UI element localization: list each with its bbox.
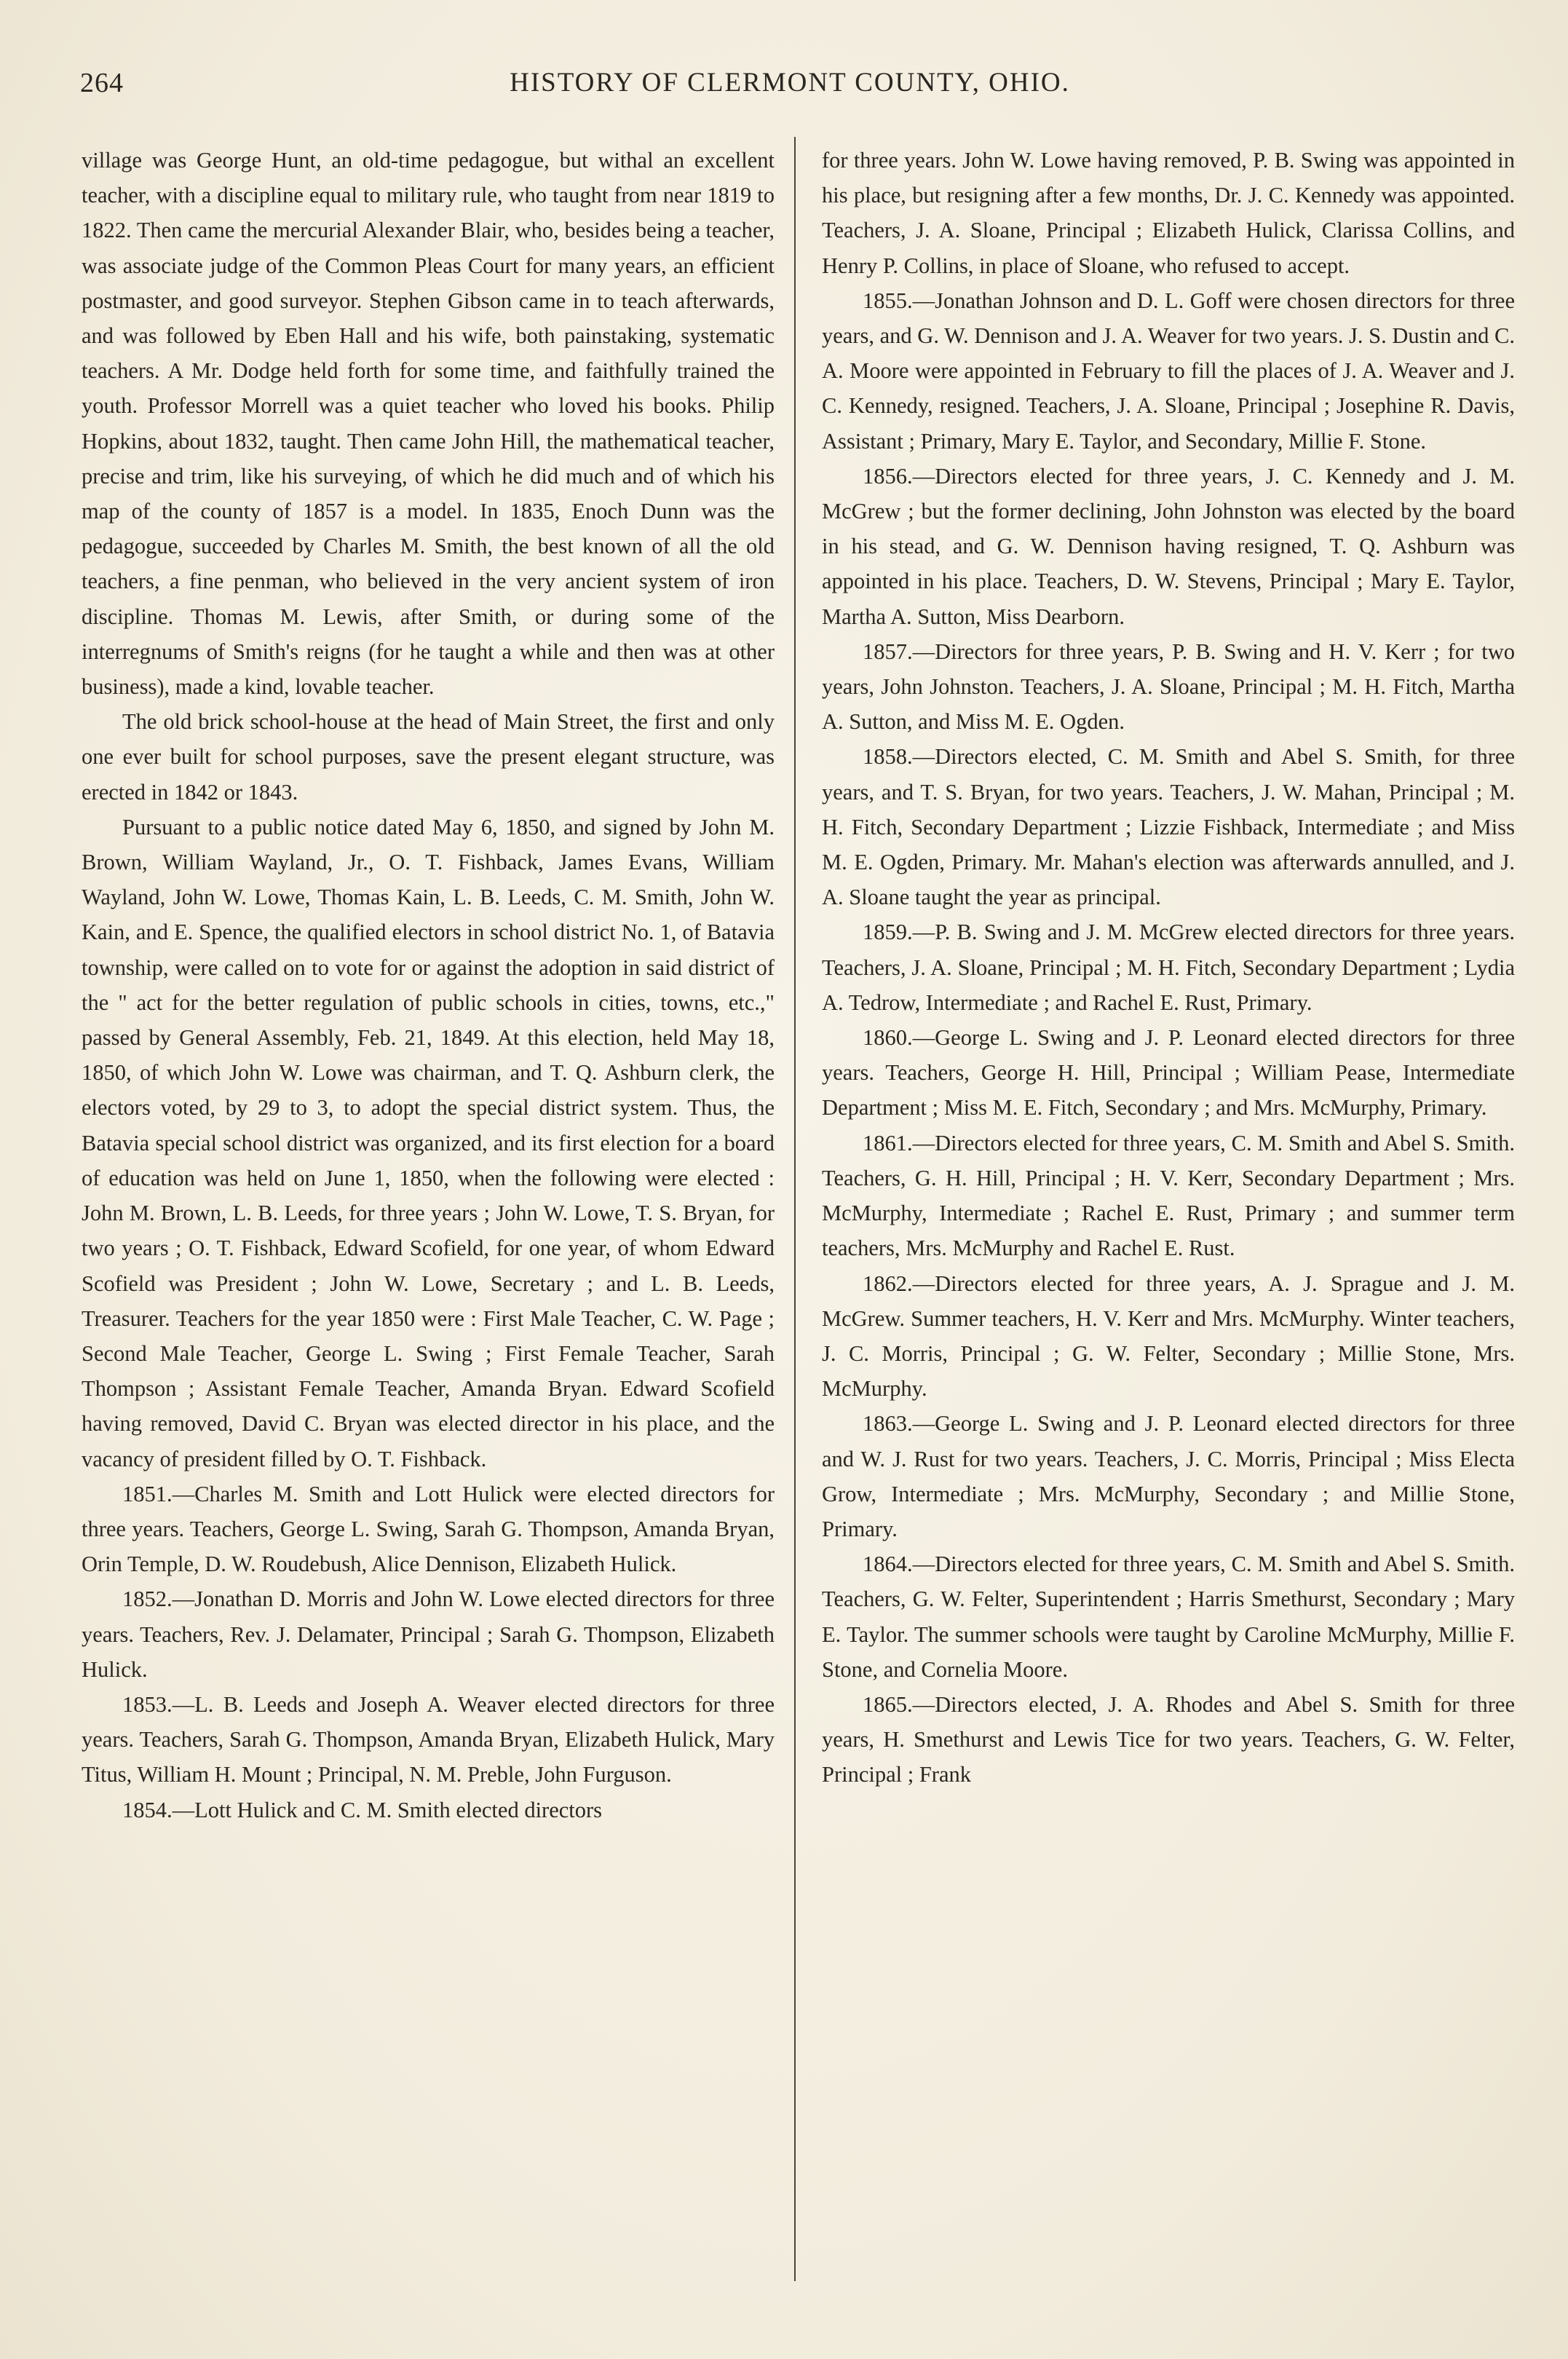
right-column xyxy=(822,143,1515,1793)
paragraph: village was George Hunt, an old-time pedagogue, but withal an excellent teacher, with a discipline equal to military rule, who taught from near 1819 to 1822. Then came the mercurial Alexander Blair, who, besides being a teacher, was associate judge of the Common Pleas Court for many years, an efficient postmaster, and good surveyor. Stephen Gibson came in to teach afterwards, and was followed by Eben Hall and his wife, both painstaking, systematic teachers. A Mr. Dodge held forth for some time, and faithfully trained the youth. Professor Morrell was a quiet teacher who loved his books. Philip Hopkins, about 1832, taught. Then came John Hill, the mathematical teacher, precise and trim, like his surveying, of which he did much and of which his map of the county of 1857 is a model. In 1835, Enoch Dunn was the pedagogue, succeeded by Charles M. Smith, the best known of all the old teachers, a fine penman, who believed in the very ancient system of iron discipline. Thomas M. Lewis, after Smith, or during some of the interregnums of Smith's reigns (for he taught a while and then was at other business), made a kind, lovable teacher. xyxy=(82,148,775,700)
paragraph: for three years. John W. Lowe having removed, P. B. Swing was appointed in his place, but resigning after a few months, Dr. J. C. Kennedy was appointed. Teachers, J. A. Sloane, Principal ; Elizabeth Hulick, Clarissa Collins, and Henry P. Collins, in place of Sloane, who refused to accept. xyxy=(822,148,1515,278)
paragraph: The old brick school-house at the head of Main Street, the first and only one ever built for school purposes, save the present elegant structure, was erected in 1842 or 1843. xyxy=(82,709,775,805)
paragraph: 1851.—Charles M. Smith and Lott Hulick were elected directors for three years. Teachers, George L. Swing, Sarah G. Thompson, Amanda Bryan, Orin Temple, D. W. Roudebush, Alice Dennison, Elizabeth Hulick. xyxy=(82,1481,775,1577)
paragraph: 1854.—Lott Hulick and C. M. Smith elected directors xyxy=(122,1797,603,1822)
paragraph: 1856.—Directors elected for three years, J. C. Kennedy and J. M. McGrew ; but the former declining, John Johnston was elected by the board in his stead, and G. W. Dennison having resigned, T. Q. Ashburn was appointed in his place. Teachers, D. W. Stevens, Principal ; Mary E. Taylor, Martha A. Sutton, Miss Dearborn. xyxy=(822,463,1515,629)
paragraph: 1862.—Directors elected for three years, A. J. Sprague and J. M. McGrew. Summer teachers, H. V. Kerr and Mrs. McMurphy. Winter teachers, J. C. Morris, Principal ; G. W. Felter, Secondary ; Millie Stone, Mrs. McMurphy. xyxy=(822,1271,1515,1402)
paragraph: Pursuant to a public notice dated May 6, 1850, and signed by John M. Brown, William Wayland, Jr., O. T. Fishback, James Evans, William Wayland, John W. Lowe, Thomas Kain, L. B. Leeds, C. M. Smith, John W. Kain, and E. Spence, the qualified electors in school district No. 1, of Batavia township, were called on to vote for or against the adoption in said district of the " act for the better regulation of public schools in cities, towns, etc.," passed by General Assembly, Feb. 21, 1849. At this election, held May 18, 1850, of which John W. Lowe was chairman, and T. Q. Ashburn clerk, the electors voted, by 29 to 3, to adopt the special district system. Thus, the Batavia special school district was organized, and its first election for a board of education was held on June 1, 1850, when the following were elected : John M. Brown, L. B. Leeds, for three years ; John W. Lowe, T. S. Bryan, for two years ; O. T. Fishback, Edward Scofield, for one year, of whom Edward Scofield was President ; John W. Lowe, Secretary ; and L. B. Leeds, Treasurer. Teachers for the year 1850 were : First Male Teacher, C. W. Page ; Second Male Teacher, George L. Swing ; First Female Teacher, Sarah Thompson ; Assistant Female Teacher, Amanda Bryan. Edward Scofield having removed, David C. Bryan was elected director in his place, and the vacancy of president filled by O. T. Fishback. xyxy=(82,814,775,1471)
paragraph: 1859.—P. B. Swing and J. M. McGrew elected directors for three years. Teachers, J. A. Sloane, Principal ; M. H. Fitch, Secondary Department ; Lydia A. Tedrow, Intermediate ; and Rachel E. Rust, Primary. xyxy=(822,920,1515,1015)
paragraph: 1864.—Directors elected for three years, C. M. Smith and Abel S. Smith. Teachers, G. W. Felter, Superintendent ; Harris Smethurst, Secondary ; Mary E. Taylor. The summer schools were taught by Caroline McMurphy, Millie F. Stone, and Cornelia Moore. xyxy=(822,1552,1515,1682)
paragraph: 1865.—Directors elected, J. A. Rhodes and Abel S. Smith for three years, H. Smethurst and Lewis Tice for two years. Teachers, G. W. Felter, Principal ; Frank xyxy=(822,1691,1515,1787)
paragraph: 1863.—George L. Swing and J. P. Leonard elected directors for three and W. J. Rust for two years. Teachers, J. C. Morris, Principal ; Miss Electa Grow, Intermediate ; Mrs. McMurphy, Secondary ; and Millie Stone, Primary. xyxy=(822,1411,1515,1541)
page-header xyxy=(80,67,1500,111)
page-number: 264 xyxy=(80,68,124,98)
paragraph: 1861.—Directors elected for three years, C. M. Smith and Abel S. Smith. Teachers, G. H. Hill, Principal ; H. V. Kerr, Secondary Department ; Mrs. McMurphy, Intermediate ; Rachel E. Rust, Primary ; and summer term teachers, Mrs. McMurphy and Rachel E. Rust. xyxy=(822,1130,1515,1261)
paragraph: 1855.—Jonathan Johnson and D. L. Goff were chosen directors for three years, and G. W. Dennison and J. A. Weaver for two years. J. S. Dustin and C. A. Moore were appointed in February to fill the places of J. A. Weaver and J. C. Kennedy, resigned. Teachers, J. A. Sloane, Principal ; Josephine R. Davis, Assistant ; Primary, Mary E. Taylor, and Secondary, Millie F. Stone. xyxy=(822,288,1515,454)
paragraph: 1857.—Directors for three years, P. B. Swing and H. V. Kerr ; for two years, John Johnston. Teachers, J. A. Sloane, Principal ; M. H. Fitch, Martha A. Sutton, and Miss M. E. Ogden. xyxy=(822,639,1515,735)
left-column xyxy=(82,143,775,1827)
paragraph: 1860.—George L. Swing and J. P. Leonard elected directors for three years. Teachers, George H. Hill, Principal ; William Pease, Intermediate Department ; Miss M. E. Fitch, Secondary ; and Mrs. McMurphy, Primary. xyxy=(822,1025,1515,1121)
paragraph: 1853.—L. B. Leeds and Joseph A. Weaver elected directors for three years. Teachers, Sarah G. Thompson, Amanda Bryan, Elizabeth Hulick, Mary Titus, William H. Mount ; Principal, N. M. Preble, John Furguson. xyxy=(82,1691,775,1787)
column-divider xyxy=(794,137,796,2281)
paragraph: 1858.—Directors elected, C. M. Smith and Abel S. Smith, for three years, and T. S. Bryan, for two years. Teachers, J. W. Mahan, Principal ; M. H. Fitch, Secondary Department ; Lizzie Fishback, Intermediate ; and Miss M. E. Ogden, Primary. Mr. Mahan's election was afterwards annulled, and J. A. Sloane taught the year as principal. xyxy=(822,744,1515,910)
paragraph: 1852.—Jonathan D. Morris and John W. Lowe elected directors for three years. Teachers, Rev. J. Delamater, Principal ; Sarah G. Thompson, Elizabeth Hulick. xyxy=(82,1587,775,1682)
running-title: HISTORY OF CLERMONT COUNTY, OHIO. xyxy=(510,68,1070,98)
